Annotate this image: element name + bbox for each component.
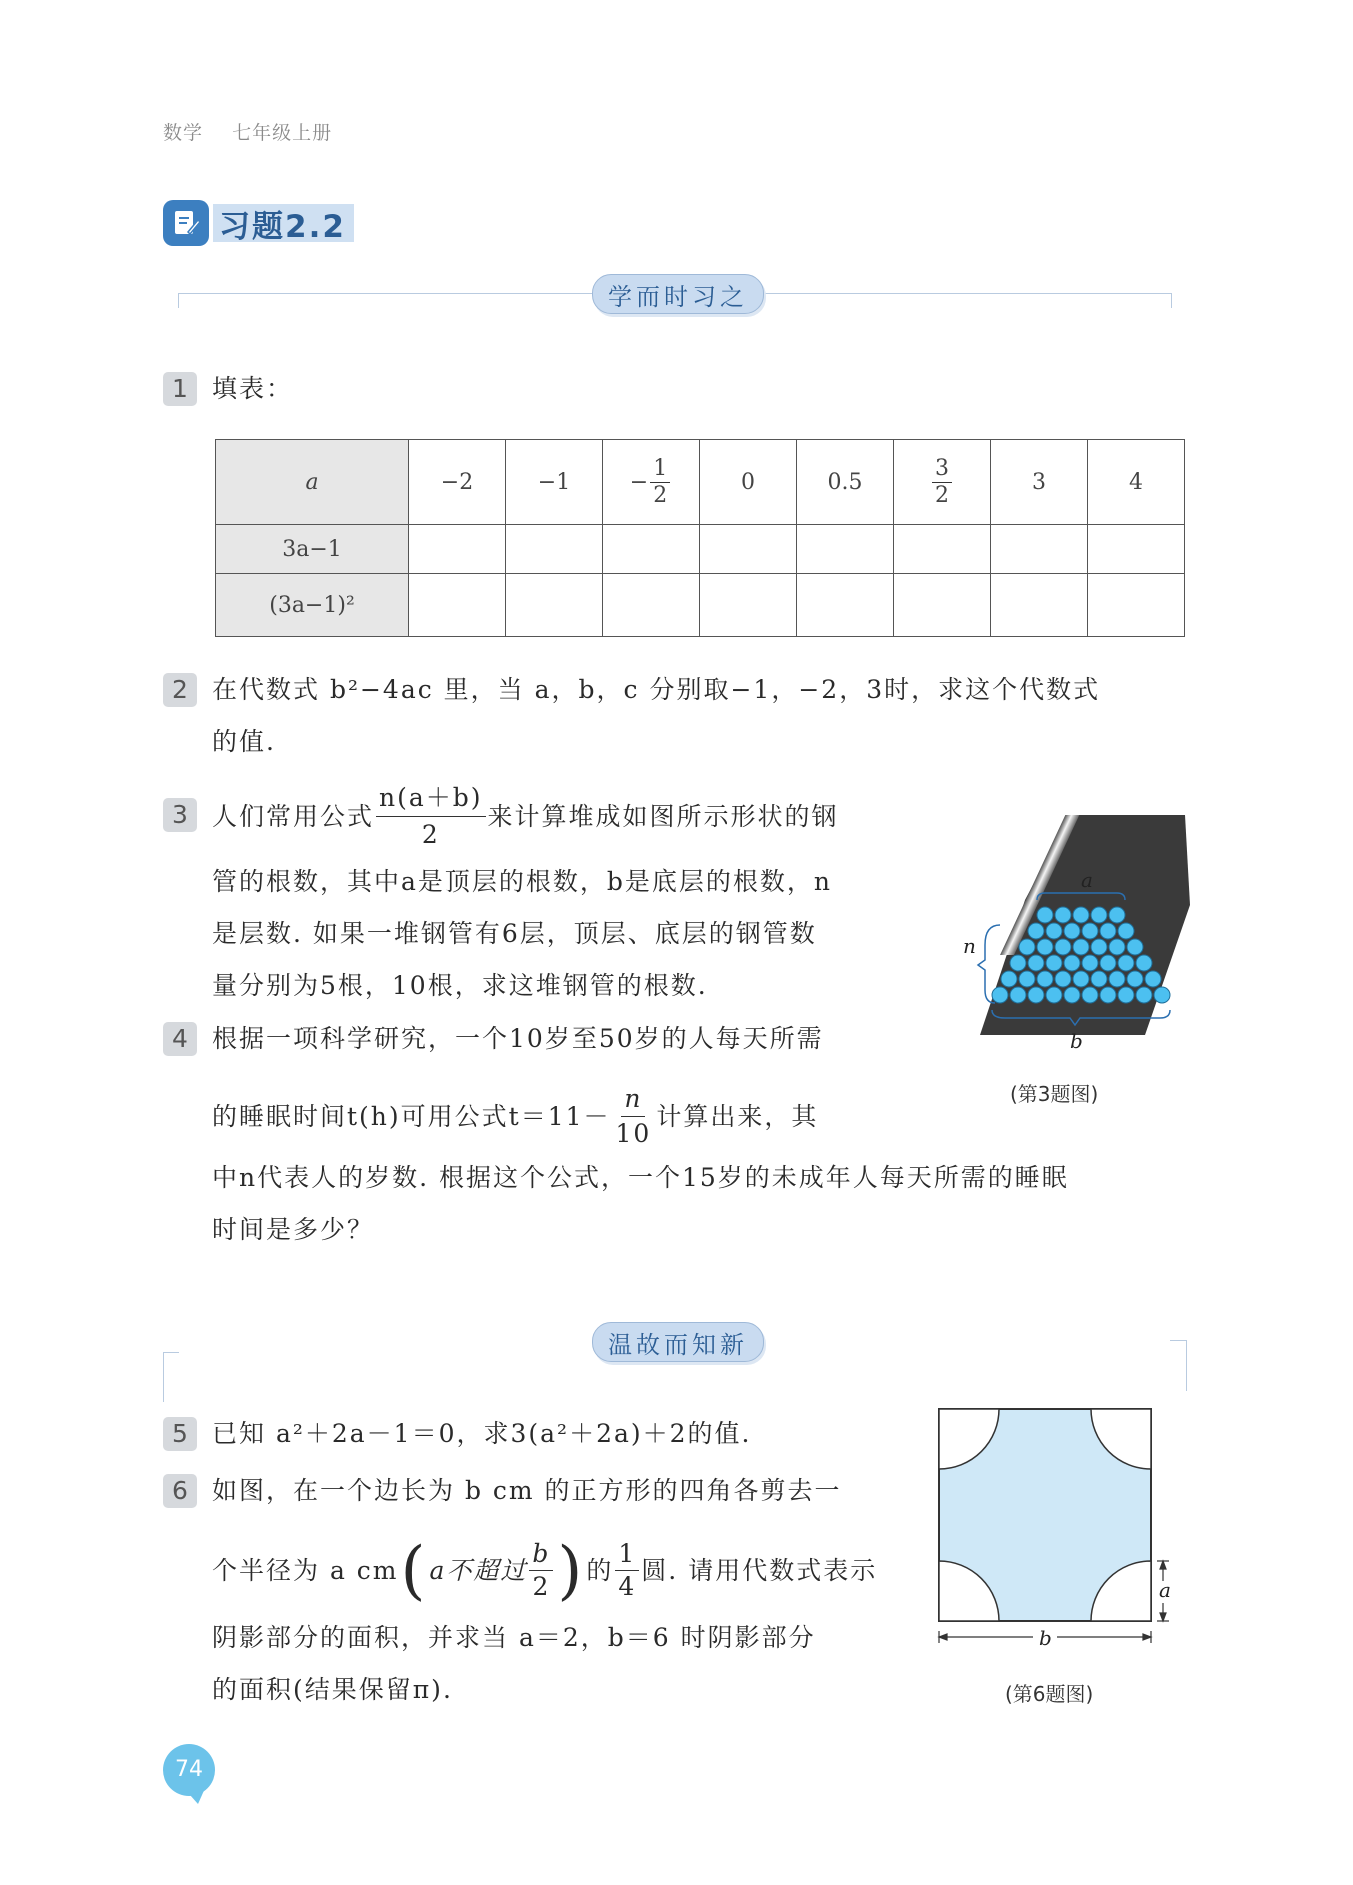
question-number-2: 2 (163, 673, 197, 707)
table-cell-a-value: 3 (991, 440, 1088, 525)
question-number-6: 6 (163, 1474, 197, 1508)
question-2-line-1: 在代数式 b²−4ac 里，当 a，b，c 分别取−1，−2，3时，求这个代数式 (212, 675, 1101, 704)
question-3-line-3: 是层数. 如果一堆钢管有6层，顶层、底层的钢管数 (212, 919, 817, 948)
question-6-line-4: 的面积(结果保留π). (212, 1675, 453, 1704)
table-cell-a-value: 4 (1088, 440, 1185, 525)
question-2-line-2: 的值. (212, 727, 276, 756)
table-cell-blank (409, 525, 506, 574)
question-3-formula (376, 780, 486, 853)
header-subject: 数学 (163, 122, 204, 144)
question-4-line-2a: 的睡眠时间t(h)可用公式t＝11－ (212, 1101, 611, 1131)
section-2-corner-right (1170, 1340, 1187, 1391)
exercise-title (163, 200, 354, 246)
table-cell-blank (797, 525, 894, 574)
header-grade: 七年级上册 (232, 122, 333, 144)
table-cell-blank (797, 574, 894, 637)
table-cell-a-value: −1 (506, 440, 603, 525)
table-cell-blank (506, 525, 603, 574)
question-6-line-1: 如图，在一个边长为 b cm 的正方形的四角各剪去一 (212, 1476, 842, 1505)
page-badge-tail (182, 1786, 206, 1804)
table-cell-blank (700, 525, 797, 574)
question-3-line-4: 量分别为5根，10根，求这堆钢管的根数. (212, 971, 708, 1000)
page-header (163, 118, 354, 145)
table-cell-blank (603, 574, 700, 637)
table-cell-blank (991, 525, 1088, 574)
question-3-line-1 (212, 780, 839, 853)
fraction-quarter-denominator: 4 (618, 1572, 637, 1601)
section-divider-right (762, 293, 1172, 308)
question-6-line-2b: a不超过 (429, 1555, 528, 1585)
edit-note-icon (163, 200, 209, 246)
table-cell-a-value: $\frac{3}{2}$ (894, 440, 991, 525)
question-1-text: 填表： (212, 374, 294, 403)
figure-label-a: a (1081, 868, 1093, 892)
question-number-4: 4 (163, 1022, 197, 1056)
question-3-line-1b: 来计算堆成如图所示形状的钢 (487, 801, 839, 831)
exercise-label: 习题2.2 (213, 204, 354, 242)
table-cell-blank (409, 574, 506, 637)
question-5-text: 已知 a²＋2a－1＝0，求3(a²＋2a)＋2的值. (212, 1419, 752, 1448)
question-number-3: 3 (163, 798, 197, 832)
fraction-denominator: 10 (615, 1119, 652, 1148)
table-cell-blank (603, 525, 700, 574)
sleep-formula-fraction (613, 1082, 655, 1151)
table-cell-a-value: 0 (700, 440, 797, 525)
figure-label-b: b (1070, 1029, 1083, 1053)
question-4-line-4: 时间是多少？ (212, 1215, 375, 1244)
section-divider-left (178, 293, 594, 308)
table-cell-a-value: 0.5 (797, 440, 894, 525)
question-6-line-2a: 个半径为 a cm (212, 1555, 399, 1585)
question-6-line-2 (212, 1533, 878, 1608)
formula-denominator: 2 (421, 820, 440, 849)
section-badge-review-now: 学而时习之 (592, 274, 764, 314)
fraction-quarter-numerator: 1 (615, 1538, 639, 1571)
figure-6-label-b: b (1039, 1626, 1052, 1650)
question-6-line-3: 阴影部分的面积，并求当 a＝2，b＝6 时阴影部分 (212, 1623, 816, 1652)
question-3-line-1a: 人们常用公式 (212, 801, 375, 831)
table-cell-blank (894, 525, 991, 574)
section-2-tick-left (163, 1352, 179, 1367)
question-3-line-2: 管的根数，其中a是顶层的根数，b是底层的根数，n (212, 867, 833, 896)
question-number-5: 5 (163, 1417, 197, 1451)
question-4-line-1: 根据一项科学研究，一个10岁至50岁的人每天所需 (212, 1024, 824, 1053)
page-number-badge: 74 (163, 1744, 215, 1796)
fill-table (215, 439, 1185, 637)
question-6-line-2d: 圆. 请用代数式表示 (641, 1555, 878, 1585)
table-cell-blank (991, 574, 1088, 637)
table-cell-blank (1088, 525, 1185, 574)
square-quarter-circles-figure (935, 1405, 1195, 1655)
figure-3-caption: (第3题图) (1010, 1082, 1099, 1106)
fraction-numerator: n (621, 1082, 645, 1117)
section-badge-review-old: 温故而知新 (592, 1322, 764, 1362)
question-4-line-2 (212, 1082, 818, 1151)
table-cell-a-value: −2 (409, 440, 506, 525)
pipe-stack-figure (945, 805, 1195, 1055)
figure-6-caption: (第6题图) (1005, 1682, 1094, 1706)
question-number-1: 1 (163, 372, 197, 406)
fraction-b-numerator: b (529, 1538, 553, 1571)
fraction-b-denominator: 2 (532, 1572, 551, 1601)
figure-6-label-a: a (1159, 1578, 1171, 1602)
question-6-line-2c: 的 (586, 1555, 614, 1585)
fraction-one-quarter (615, 1538, 639, 1603)
question-4-line-2b: 计算出来，其 (656, 1101, 819, 1131)
table-header-3a-1-squared: (3a−1)² (216, 574, 409, 637)
table-header-a: a (216, 440, 409, 525)
figure-label-n: n (963, 934, 976, 958)
question-4-line-3: 中n代表人的岁数. 根据这个公式，一个15岁的未成年人每天所需的睡眠 (212, 1163, 1069, 1192)
fraction-b-over-2 (529, 1538, 553, 1603)
table-cell-blank (506, 574, 603, 637)
right-paren: ) (557, 1533, 585, 1608)
table-header-3a-1: 3a−1 (216, 525, 409, 574)
table-cell-blank (894, 574, 991, 637)
formula-numerator: n(a＋b) (376, 780, 486, 817)
table-cell-blank (700, 574, 797, 637)
table-cell-blank (1088, 574, 1185, 637)
left-paren: ( (400, 1533, 428, 1608)
table-cell-a-value: − $\frac{1}{2}$ (603, 440, 700, 525)
